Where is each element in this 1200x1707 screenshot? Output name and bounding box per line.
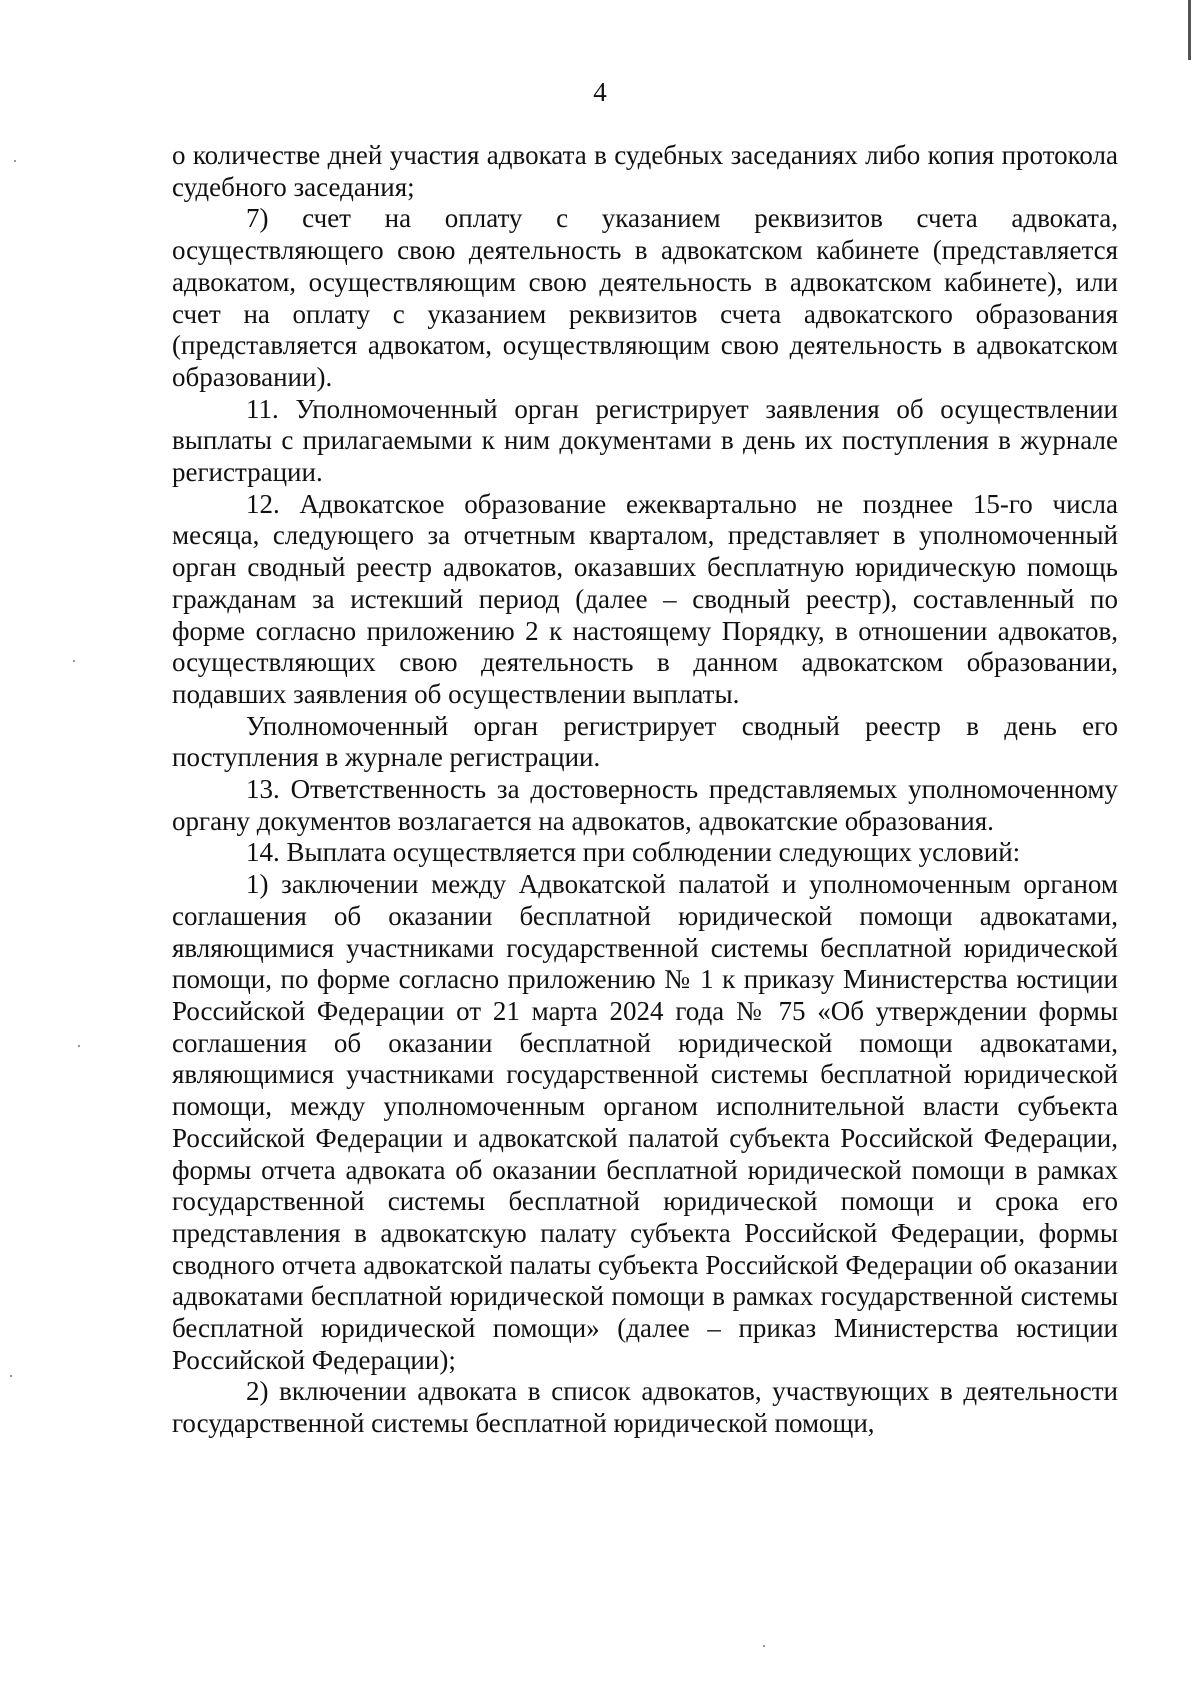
page-number: 4 bbox=[593, 77, 607, 107]
document-body bbox=[172, 140, 1118, 1440]
scan-speck bbox=[78, 1045, 80, 1047]
scan-speck bbox=[763, 1645, 765, 1647]
paragraph-condition-2: 2) включении адвоката в список адвокатов, участвующих в деятельности государственной системы бесплатной юридической помощи, bbox=[172, 1376, 1118, 1439]
paragraph-clause-14: 14. Выплата осуществляется при соблюдении следующих условий: bbox=[246, 837, 1021, 868]
scan-speck bbox=[14, 160, 16, 162]
paragraph-continuation: о количестве дней участия адвоката в судебных заседаниях либо копия протокола судебного заседания; bbox=[172, 140, 1118, 202]
scan-border-mark bbox=[1188, 0, 1191, 60]
paragraph-clause-12: 12. Адвокатское образование ежеквартально не позднее 15-го числа месяца, следующего за отчетным кварталом, представляет в уполномоченный орган сводный реестр адвокатов, оказавших бесплатную юридическую помощь гражданам за истекший период (далее – сводный реестр), составленный по форме согласно приложению 2 к настоящему Порядку, в отношении адвокатов, осуществляющих свою деятельность в данном адвокатском образовании, подавших заявления об осуществлении выплаты. bbox=[172, 488, 1118, 709]
paragraph-clause-11: 11. Уполномоченный орган регистрирует заявления об осуществлении выплаты с прилагаемыми к ним документами в день их поступления в журнале регистрации. bbox=[172, 393, 1118, 488]
paragraph-clause-13: 13. Ответственность за достоверность представляемых уполномоченному органу документов возлагается на адвокатов, адвокатские образования. bbox=[172, 774, 1118, 836]
paragraph-condition-1: 1) заключении между Адвокатской палатой и уполномоченным органом соглашения об оказании бесплатной юридической помощи адвокатами, являющимися участниками государственной системы бесплатной юридической помощи, по форме согласно приложению № 1 к приказу Министерства юстиции Российской Федерации от 21 марта 2024 года № 75 «Об утверждении формы соглашения об оказании бесплатной юридической помощи адвокатами, являющимися участниками государственной системы бесплатной юридической помощи, между уполномоченным органом исполнительной власти субъекта Российской Федерации и адвокатской палатой субъекта Российской Федерации, формы отчета адвоката об оказании бесплатной юридической помощи в рамках государственной системы бесплатной юридической помощи и срока его представления в адвокатскую палату субъекта Российской Федерации, формы сводного отчета адвокатской палаты субъекта Российской Федерации об оказании адвокатами бесплатной юридической помощи в рамках государственной системы бесплатной юридической помощи» (далее – приказ Министерства юстиции Российской Федерации); bbox=[172, 869, 1118, 1375]
paragraph-registry-registration: Уполномоченный орган регистрирует сводный реестр в день его поступления в журнале регистрации. bbox=[172, 710, 1118, 773]
scan-speck bbox=[73, 660, 75, 662]
paragraph-item-7: 7) счет на оплату с указанием реквизитов счета адвоката, осуществляющего свою деятельность в адвокатском кабинете (представляется адвокатом, осуществляющим свою деятельность в адвокатском кабинете), или счет на оплату с указанием реквизитов счета адвокатского образования (представляется адвокатом, осуществляющим свою деятельность в адвокатском образовании). bbox=[172, 203, 1118, 392]
scan-speck bbox=[10, 1375, 12, 1377]
